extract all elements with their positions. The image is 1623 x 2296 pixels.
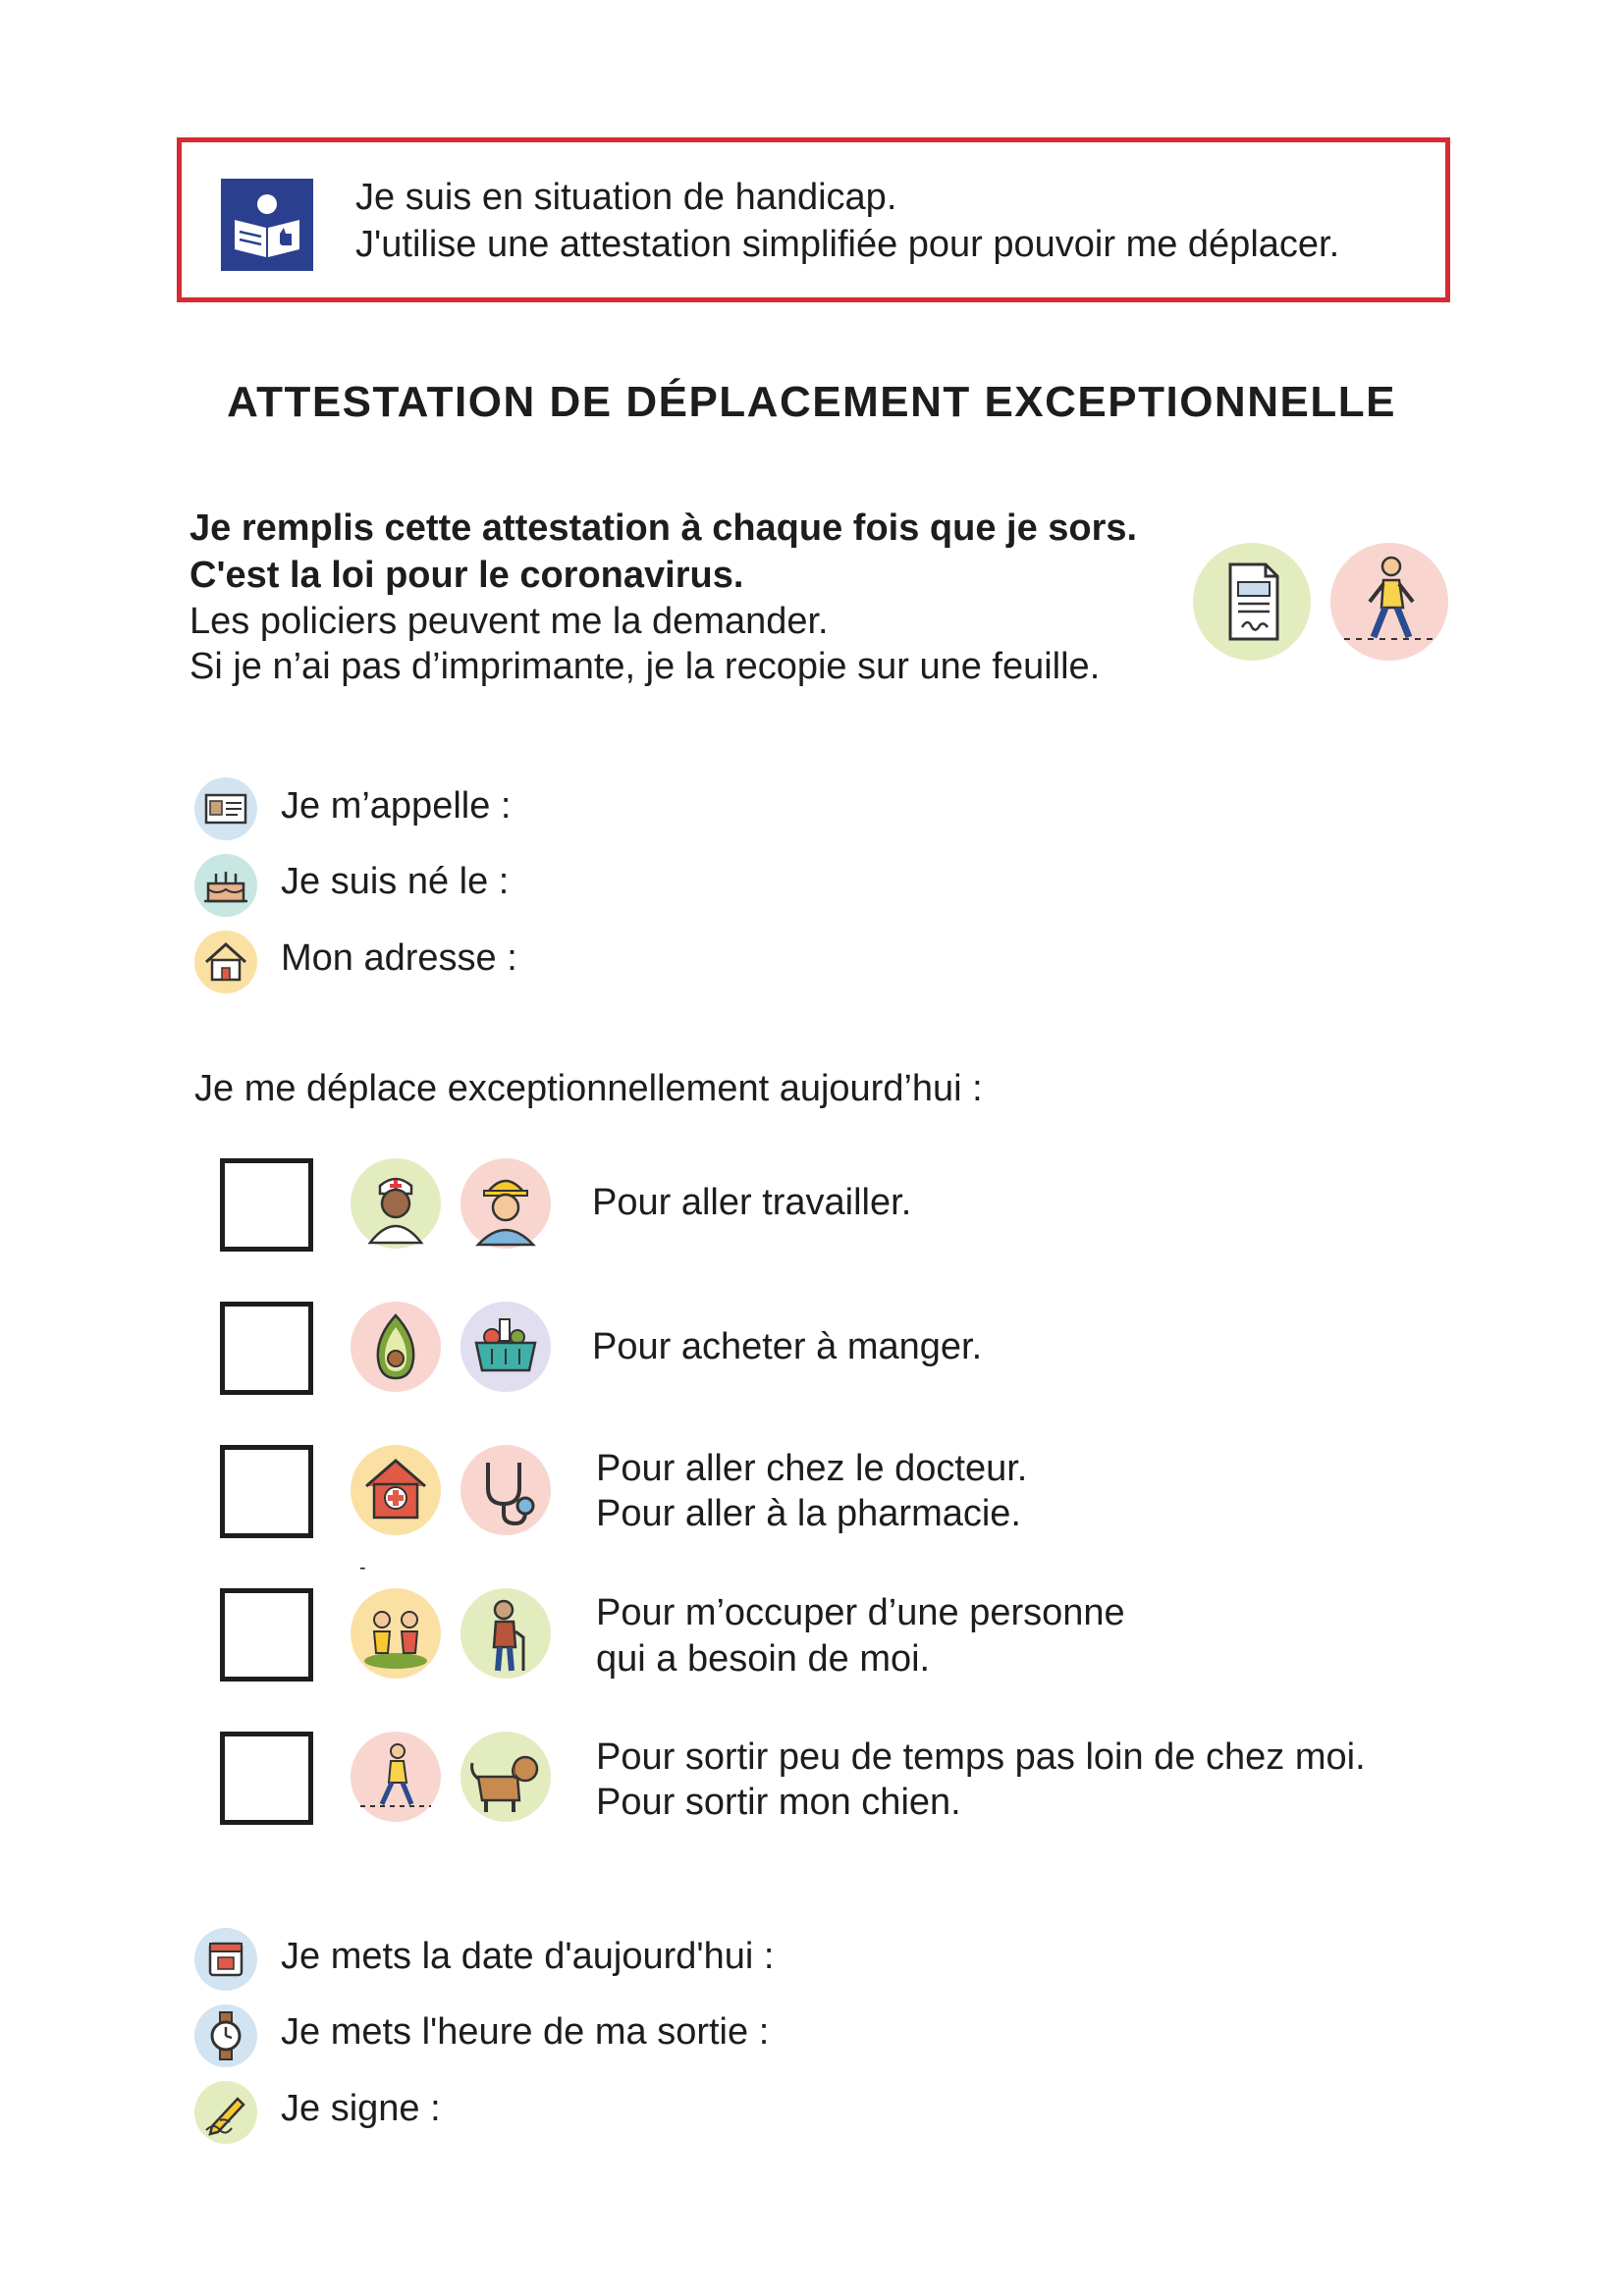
- stray-mark: -: [359, 1557, 366, 1578]
- avocado-icon: [351, 1302, 441, 1392]
- document-title: ATTESTATION DE DÉPLACEMENT EXCEPTIONNELLE: [227, 378, 1396, 426]
- birthdate-field-label: Je suis né le :: [281, 861, 510, 902]
- nurse-icon: [351, 1158, 441, 1249]
- id-card-icon: [194, 777, 257, 840]
- info-banner: [177, 137, 1450, 302]
- date-field-label: Je mets la date d'aujourd'hui :: [281, 1936, 775, 1977]
- reason-care-text-1: Pour m’occuper d’une personne: [596, 1592, 1125, 1633]
- construction-worker-icon: [460, 1158, 551, 1249]
- house-icon: [194, 931, 257, 993]
- reason-care-text-2: qui a besoin de moi.: [596, 1638, 931, 1680]
- signature-field-label: Je signe :: [281, 2088, 441, 2129]
- easy-to-read-logo-icon: [221, 179, 313, 271]
- checkbox-food[interactable]: [220, 1302, 313, 1395]
- reason-doctor-text-2: Pour aller à la pharmacie.: [596, 1493, 1021, 1534]
- document-icon: [1193, 543, 1311, 661]
- dog-icon: [460, 1732, 551, 1822]
- signature-pen-icon: [194, 2081, 257, 2144]
- birthday-cake-icon: [194, 854, 257, 917]
- intro-line-4: Si je n’ai pas d’imprimante, je la recopie sur une feuille.: [189, 646, 1101, 687]
- hospital-icon: [351, 1445, 441, 1535]
- reason-walk-text-1: Pour sortir peu de temps pas loin de chez moi.: [596, 1736, 1366, 1778]
- banner-line-2: J'utilise une attestation simplifiée pour pouvoir me déplacer.: [355, 224, 1340, 265]
- intro-line-3: Les policiers peuvent me la demander.: [189, 601, 829, 642]
- stethoscope-icon: [460, 1445, 551, 1535]
- children-icon: [351, 1588, 441, 1679]
- elderly-person-icon: [460, 1588, 551, 1679]
- watch-icon: [194, 2004, 257, 2067]
- intro-line-1: Je remplis cette attestation à chaque fois que je sors.: [189, 507, 1138, 549]
- checkbox-doctor[interactable]: [220, 1445, 313, 1538]
- reason-doctor-text-1: Pour aller chez le docteur.: [596, 1448, 1028, 1489]
- address-field-label: Mon adresse :: [281, 937, 517, 979]
- checkbox-walk[interactable]: [220, 1732, 313, 1825]
- checkbox-care[interactable]: [220, 1588, 313, 1682]
- banner-line-1: Je suis en situation de handicap.: [355, 177, 897, 218]
- reasons-intro: Je me déplace exceptionnellement aujourd’hui :: [194, 1068, 983, 1109]
- reason-work-text: Pour aller travailler.: [592, 1182, 912, 1223]
- reason-food-text: Pour acheter à manger.: [592, 1326, 983, 1367]
- walking-person-icon: [1330, 543, 1448, 661]
- checkbox-work[interactable]: [220, 1158, 313, 1252]
- intro-line-2: C'est la loi pour le coronavirus.: [189, 555, 744, 596]
- time-field-label: Je mets l'heure de ma sortie :: [281, 2011, 770, 2053]
- reason-walk-text-2: Pour sortir mon chien.: [596, 1782, 961, 1823]
- name-field-label: Je m’appelle :: [281, 785, 512, 827]
- calendar-icon: [194, 1928, 257, 1991]
- walking-person-icon: [351, 1732, 441, 1822]
- shopping-basket-icon: [460, 1302, 551, 1392]
